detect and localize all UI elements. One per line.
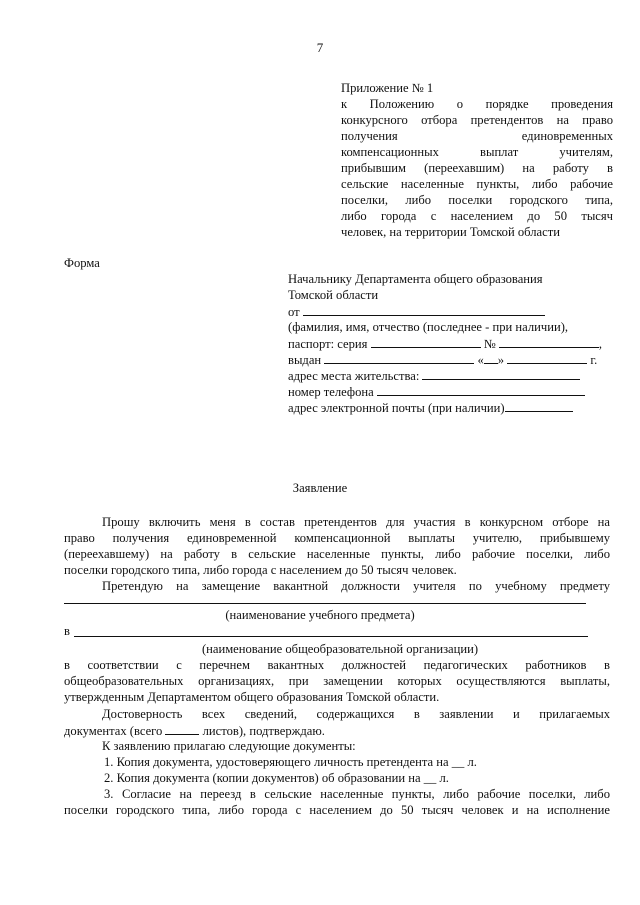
annex-line: прибывшим (переехавшим) на работу в — [341, 161, 613, 175]
annex-line: к Положению о порядке проведения — [341, 97, 613, 111]
email-row — [288, 399, 573, 416]
issued-month-field[interactable] — [507, 351, 587, 364]
date-close: » — [497, 353, 505, 367]
issued-label: выдан — [288, 353, 322, 367]
annex-line: компенсационных выплат учителям, — [341, 145, 613, 159]
annex-line: сельские населенные пункты, либо рабочие — [341, 177, 613, 191]
text-line: Достоверность всех сведений, содержащихся в заявлении и прилагаемых — [102, 707, 610, 721]
passport-number-field[interactable] — [499, 335, 599, 348]
text-line: в соответствии с перечнем вакантных должностей педагогических работников в — [64, 658, 610, 672]
annex-line: конкурсного отбора претендентов на право — [341, 113, 613, 127]
email-label: адрес электронной почты (при наличии) — [288, 401, 505, 415]
number-sign: № — [483, 337, 496, 351]
attachment-item-3 — [64, 786, 610, 818]
annex-line: поселки, либо поселки городского типа, — [341, 193, 613, 207]
text-line: утвержденным Департаментом общего образования Томской области. — [64, 690, 440, 704]
annex-line: либо города с населением до 50 тысяч — [341, 209, 613, 223]
phone-field[interactable] — [377, 383, 585, 396]
passport-series-field[interactable] — [371, 335, 481, 348]
text-line: (переехавшему) на работу в сельские населенные пункты, либо рабочие поселки, либо — [64, 547, 610, 561]
email-field[interactable] — [505, 399, 573, 412]
phone-row — [288, 383, 585, 400]
paragraph-subject — [64, 578, 610, 594]
phone-label: номер телефона — [288, 385, 374, 399]
annex-line: человек, на территории Томской области — [341, 225, 560, 239]
attachments-intro: К заявлению прилагаю следующие документы: — [102, 739, 356, 753]
text-line: право получения единовременной компенсационной выплаты учителю, прибывшему — [64, 531, 610, 545]
organization-field[interactable] — [74, 636, 588, 637]
passport-label: паспорт: серия — [288, 337, 368, 351]
text-line: 3. Согласие на переезд в сельские населенные пункты, либо рабочие поселки, либо — [104, 787, 610, 801]
paragraph-vacancy — [64, 657, 610, 705]
from-label: от — [288, 305, 300, 319]
issued-by-field[interactable] — [324, 351, 474, 364]
residence-label: адрес места жительства: — [288, 369, 420, 383]
annex-line: получения единовременных — [341, 129, 613, 143]
fio-hint: (фамилия, имя, отчество (последнее - при наличии), — [288, 320, 569, 334]
in-label: в — [64, 624, 70, 638]
addressee-line-2: Томской области — [288, 288, 379, 302]
subject-field[interactable] — [64, 603, 586, 604]
text-line: поселки городского типа, либо города с населением до 50 тысяч человек. — [64, 563, 457, 577]
addressee-line-1: Начальнику Департамента общего образования — [288, 272, 543, 286]
page-number: 7 — [316, 40, 324, 55]
text-line: общеобразовательных организациях, при замещении которых осуществляются выплаты, — [64, 674, 610, 688]
documents-label: документах (всего — [64, 724, 163, 738]
from-row — [288, 303, 545, 320]
subject-hint: (наименование учебного предмета) — [225, 608, 415, 622]
passport-row: паспорт: серия № , — [288, 337, 603, 351]
from-field[interactable] — [303, 303, 545, 316]
annex-block — [341, 80, 613, 240]
text-line — [64, 722, 610, 739]
attachment-item-1: 1. Копия документа, удостоверяющего личность претендента на __ л. — [104, 755, 477, 769]
confirm-text: листов), подтверждаю. — [202, 724, 325, 738]
date-open: « — [477, 353, 484, 367]
text-line: Претендую на замещение вакантной должности учителя по учебному предмету — [102, 579, 610, 593]
paragraph-confirm — [64, 706, 610, 739]
residence-field[interactable] — [422, 367, 580, 380]
organization-hint: (наименование общеобразовательной организации) — [201, 642, 479, 656]
form-label: Форма — [64, 256, 100, 270]
statement-title: Заявление — [292, 481, 348, 495]
year-suffix: г. — [590, 353, 598, 367]
annex-title: Приложение № 1 — [341, 81, 434, 95]
residence-row — [288, 367, 580, 384]
text-line: поселки городского типа, либо города с населением до 50 тысяч человек и на исполнение — [64, 803, 610, 817]
pages-count-field[interactable] — [165, 722, 199, 735]
issued-row — [288, 351, 597, 368]
attachment-item-2: 2. Копия документа (копии документов) об образовании на __ л. — [104, 771, 449, 785]
paragraph-request — [64, 514, 610, 578]
issued-day-field[interactable] — [484, 351, 498, 364]
text-line: Прошу включить меня в состав претендентов для участия в конкурсном отборе на — [102, 515, 610, 529]
